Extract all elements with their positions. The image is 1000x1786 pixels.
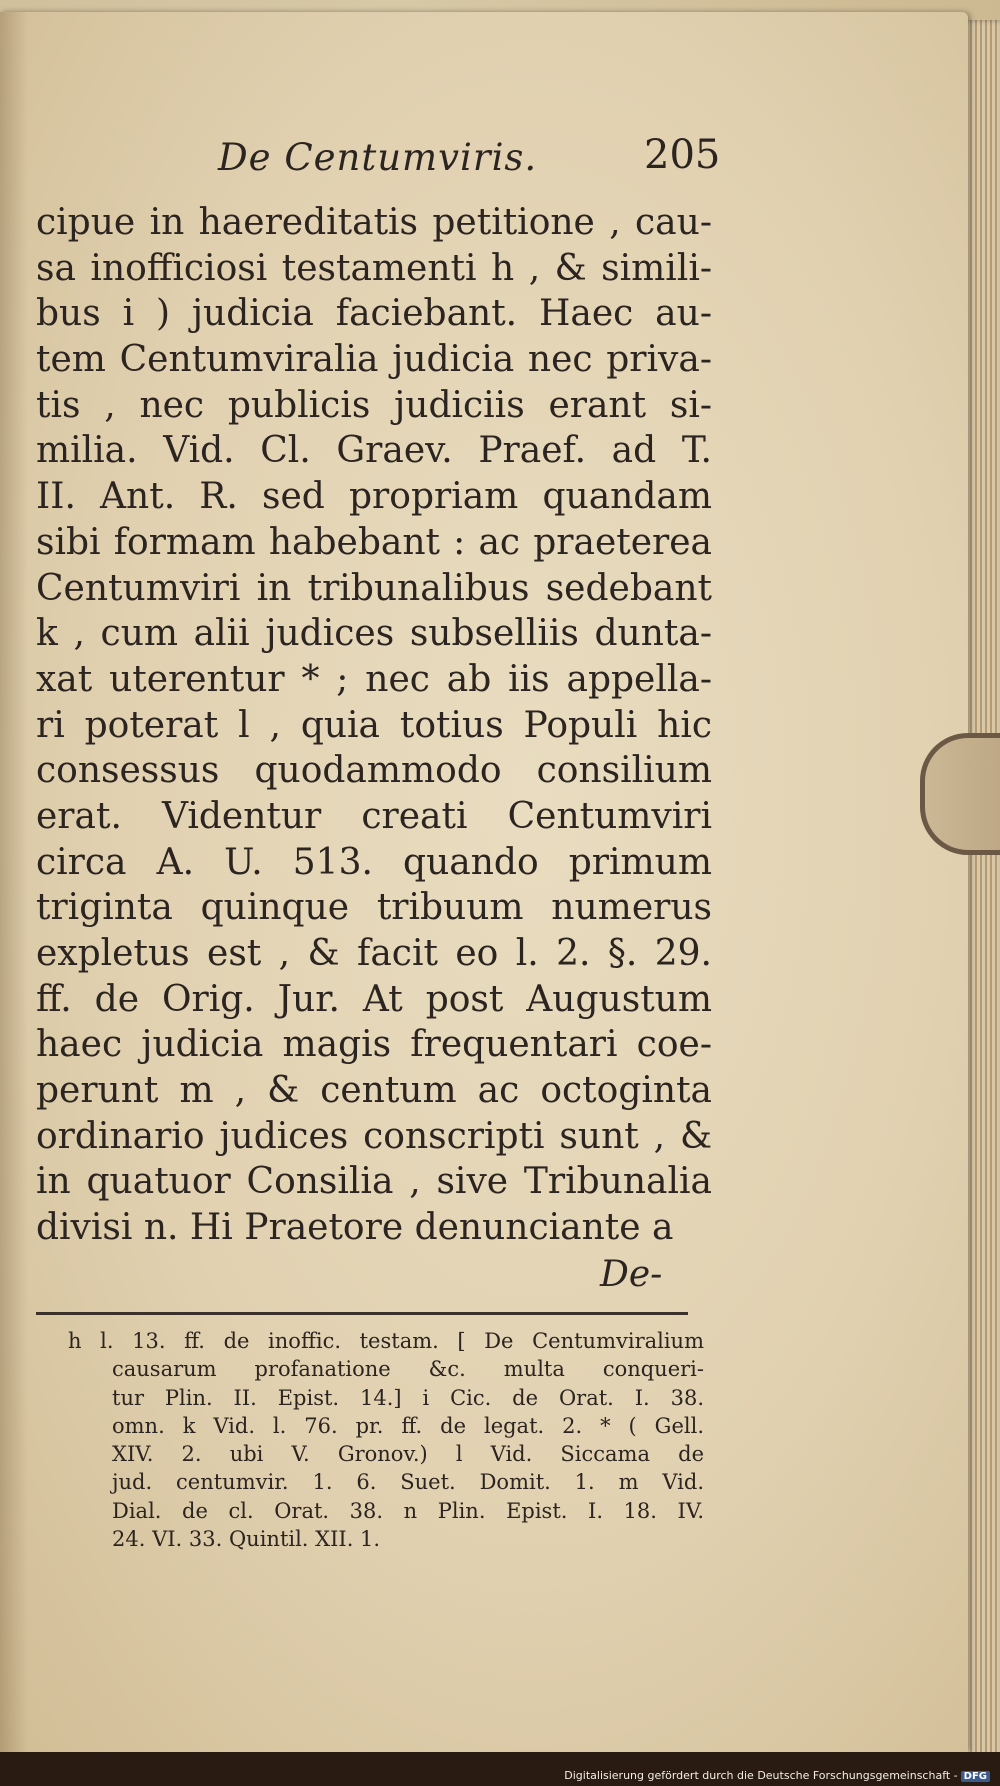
page-header [218, 132, 721, 186]
body-line: triginta quinque tribuum numerus [36, 887, 712, 929]
footnote-line: causarum profanatione &c. multa conqueri- [112, 1357, 704, 1382]
body-line: perunt m , & centum ac octoginta [36, 1070, 712, 1112]
running-title: De Centumviris. [218, 136, 538, 179]
page-number: 205 [644, 132, 721, 178]
body-line: cipue in haereditatis petitione , cau- [36, 202, 712, 243]
book-page [0, 12, 968, 1752]
body-line: sibi formam habebant : ac praeterea [36, 521, 712, 563]
digitization-credit [560, 1769, 994, 1782]
body-line: ff. de Orig. Jur. At post Augustum [36, 978, 712, 1020]
body-line: ordinario judices conscripti sunt , & [36, 1115, 712, 1157]
body-line: sa inofficiosi testamenti h , & simili- [36, 247, 712, 289]
catchword: De- [600, 1254, 663, 1295]
footnote-line: Dial. de cl. Orat. 38. n Plin. Epist. I. 18. IV. [112, 1498, 704, 1523]
body-line: in quatuor Consilia , sive Tribunalia [36, 1161, 712, 1203]
gutter-shadow [0, 12, 28, 1752]
dfg-logo: DFG [961, 1771, 990, 1782]
body-line: circa A. U. 513. quando primum [36, 841, 712, 883]
body-line: tem Centumviralia judicia nec priva- [36, 339, 712, 381]
body-line: consessus quodammodo consilium [36, 750, 712, 792]
body-line: Centumviri in tribunalibus sedebant [36, 567, 712, 609]
footnote-line: 24. VI. 33. Quintil. XII. 1. [112, 1527, 381, 1552]
body-line: k , cum alii judices subselliis dunta- [36, 613, 712, 655]
footnote-rule [36, 1312, 688, 1315]
body-line: expletus est , & facit eo l. 2. §. 29. [36, 933, 712, 974]
body-line: bus i ) judicia faciebant. Haec au- [36, 293, 712, 335]
footnotes [68, 1327, 704, 1553]
body-line: tis , nec publicis judiciis erant si- [36, 384, 712, 426]
credit-text: Digitalisierung gefördert durch die Deutsche Forschungsgemeinschaft - [564, 1769, 958, 1782]
body-line: erat. Videntur creati Centumviri [36, 795, 712, 837]
footnote-line: omn. k Vid. l. 76. pr. ff. de legat. 2. * ( Gell. [112, 1413, 704, 1438]
footnote-line: h l. 13. ff. de inoffic. testam. [ De Centumviralium [68, 1329, 704, 1353]
footnote-line: jud. centumvir. 1. 6. Suet. Domit. 1. m Vid. [112, 1470, 704, 1495]
body-line: haec judicia magis frequentari coe- [36, 1024, 712, 1066]
body-text [36, 200, 712, 1251]
body-line: xat uterentur * ; nec ab iis appella- [36, 658, 712, 700]
body-line: divisi n. Hi Praetore denunciante a [36, 1207, 674, 1249]
body-line: II. Ant. R. sed propriam quandam [36, 476, 712, 518]
footnote-line: tur Plin. II. Epist. 14.] i Cic. de Orat. I. 38. [112, 1385, 704, 1410]
book-clasp [920, 733, 1000, 855]
body-line: ri poterat l , quia totius Populi hic [36, 704, 712, 746]
body-line: milia. Vid. Cl. Graev. Praef. ad T. [36, 430, 712, 472]
footnote-line: XIV. 2. ubi V. Gronov.) l Vid. Siccama de [112, 1442, 704, 1467]
